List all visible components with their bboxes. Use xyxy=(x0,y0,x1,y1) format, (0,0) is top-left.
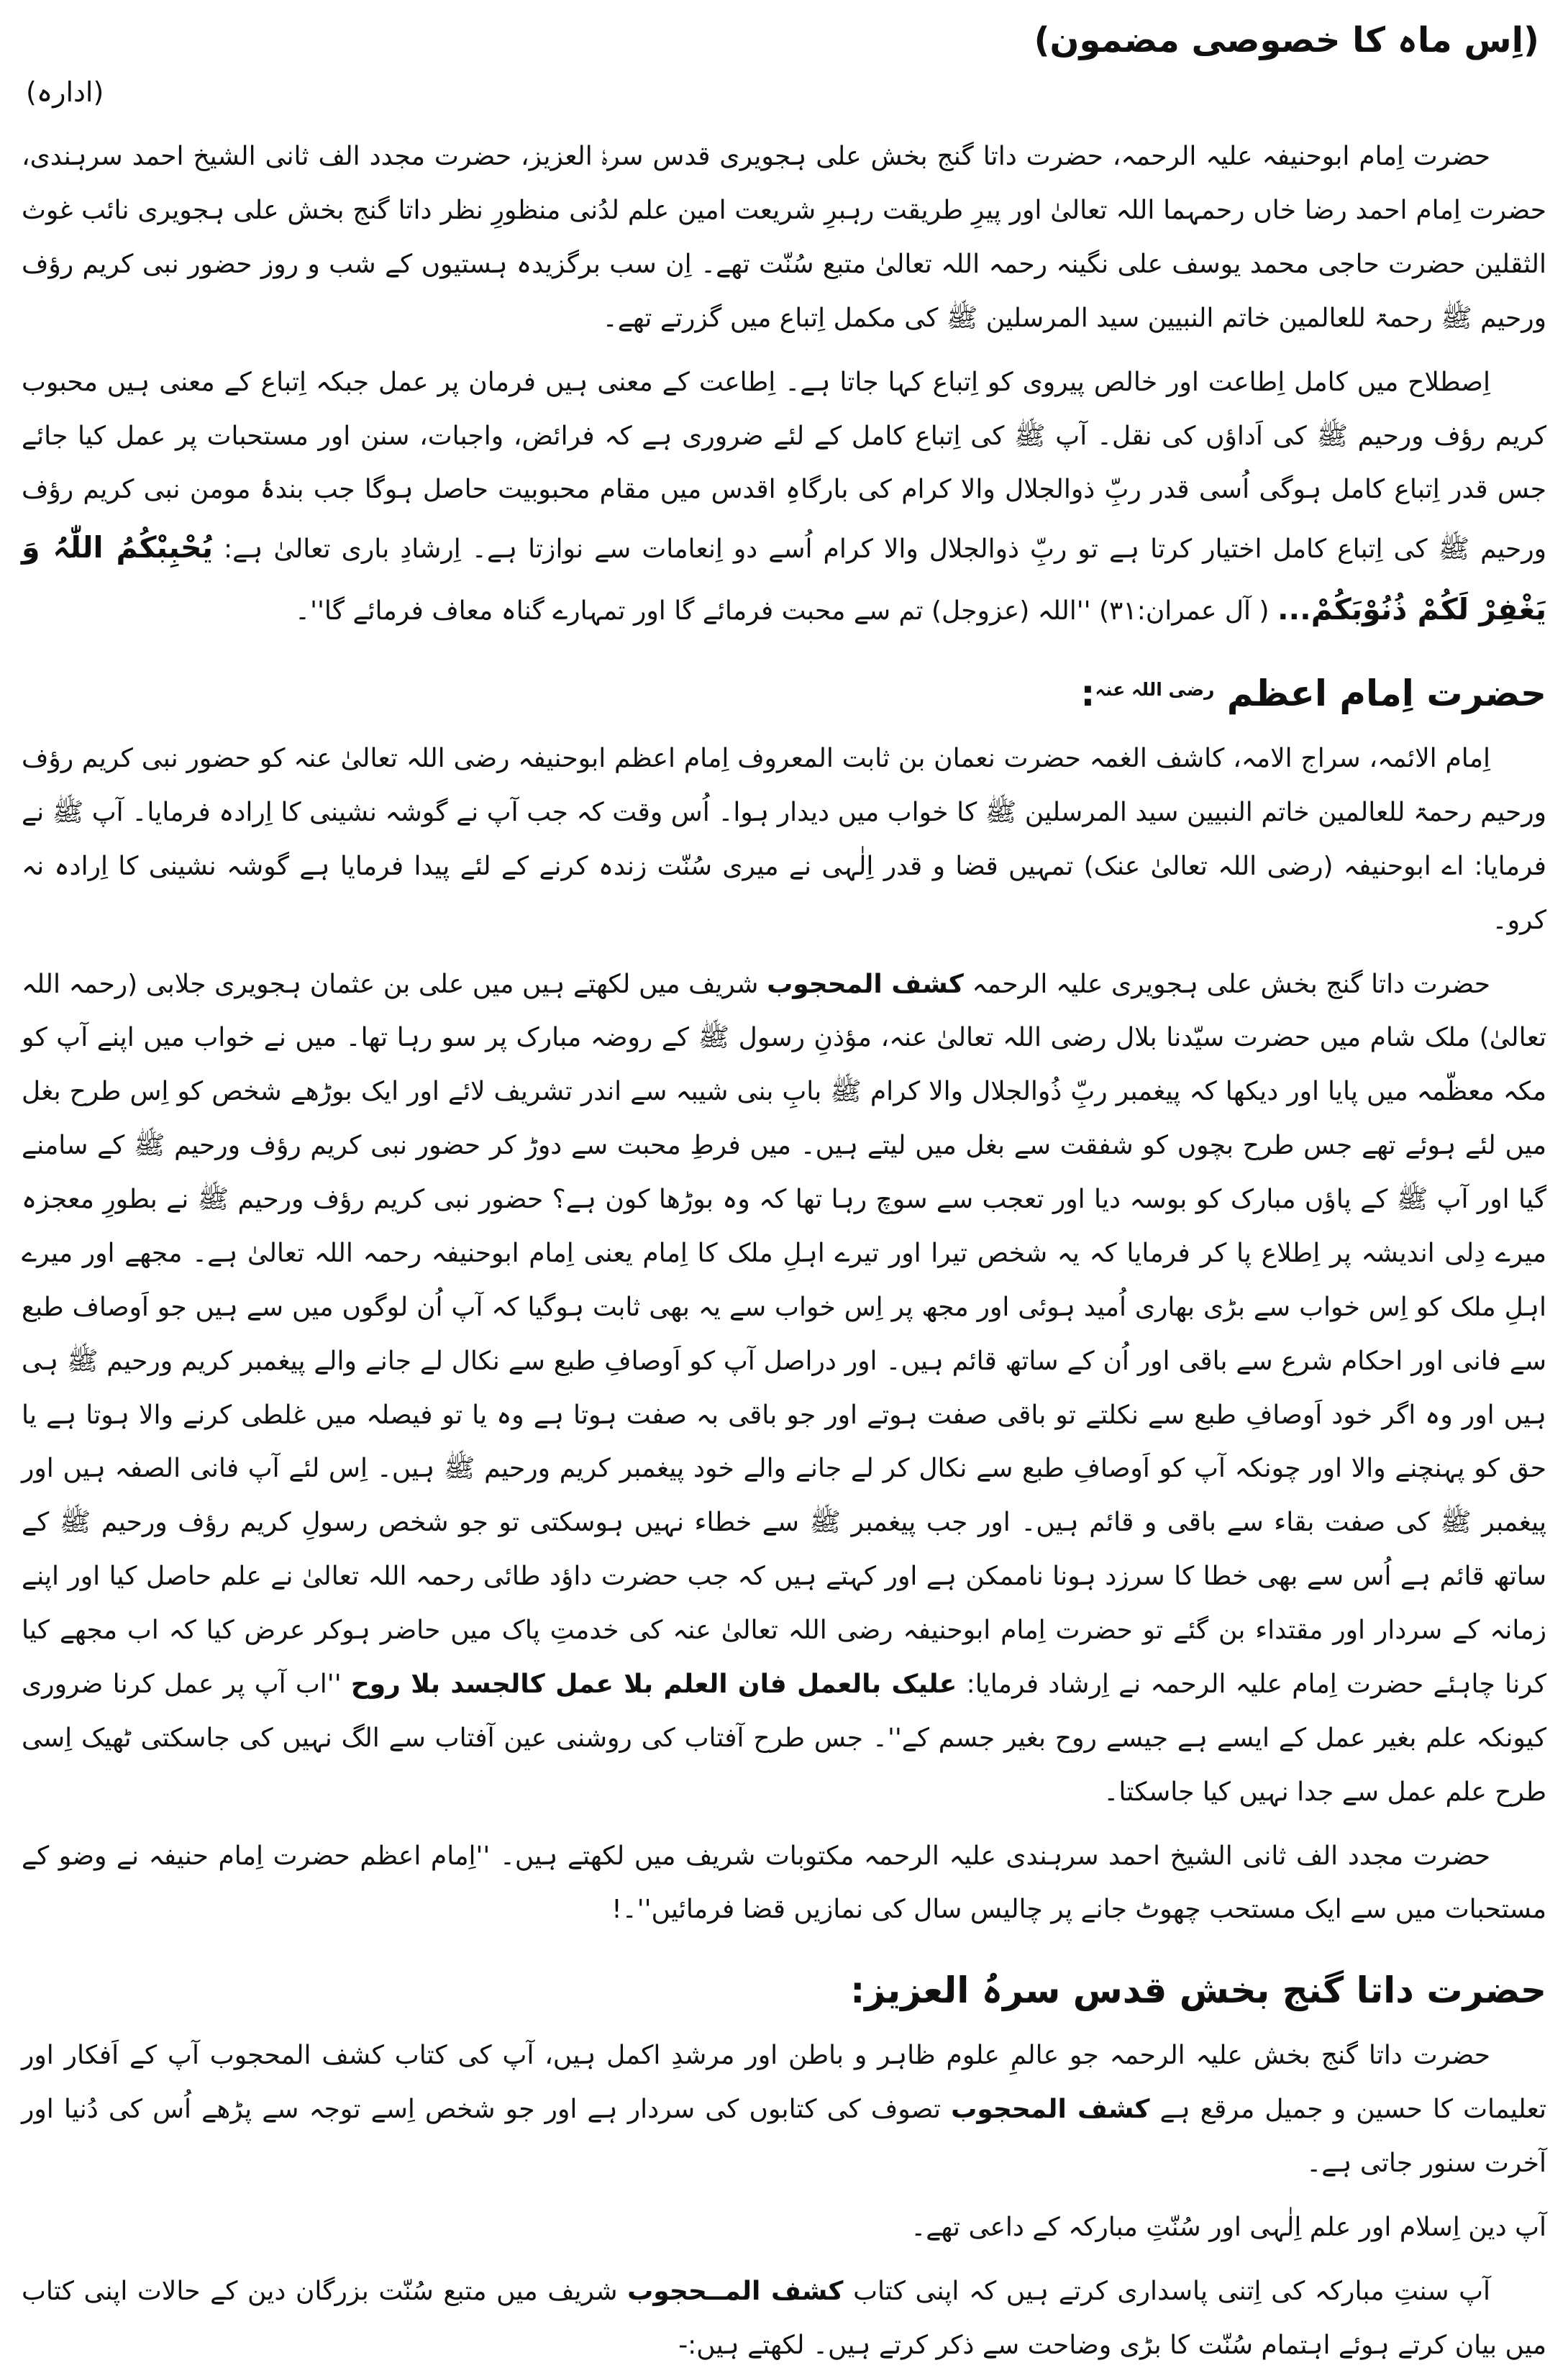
ittiba-text: اِصطلاح میں کامل اِطاعت اور خالص پیروی کو اِتباع کہا جاتا ہے۔ اِطاعت کے معنی ہیں فرمان پر عمل جبکہ اِتباع کے معنی ہیں محبوب کریم رؤف ورحیم ﷺ کی اَداؤں کی نقل۔ آپ ﷺ کی اِتباع کامل کے لئے ضروری ہے کہ فرائض، واجبات، سنن اور مستحبات پر عمل کیا جائے جس قدر اِتباع کامل ہوگی اُسی قدر ربِّ ذوالجلال والا کرام کی بارگاہِ اقدس میں مقام محبوبیت حاصل ہوگا جب بندۂ مومن نبی کریم رؤف ورحیم ﷺ کی اِتباع کامل اختیار کرتا ہے تو ربِّ ذوالجلال والا کرام اُسے دو اِنعامات سے نوازتا ہے۔ اِرشادِ باری تعالیٰ ہے: xyxy=(22,367,1546,565)
editorial-byline: (ادارہ) xyxy=(26,76,104,108)
heading-imam-azam-colon: : xyxy=(1080,673,1095,715)
paragraph-data-ganj-bakhsh-book xyxy=(22,2029,1546,2191)
quran-verse-reference: ( آل عمران:۳۱) xyxy=(1090,596,1277,626)
sunnat-pasdari-opening: آپ سنتِ مبارکہ کی اِتنی پاسداری کرتے ہیں کہ اپنی کتاب xyxy=(843,2276,1490,2306)
kashf-narrative-body: شریف میں لکھتے ہیں میں علی بن عثمان ہجویری جلابی (رحمہ اللہ تعالیٰ) ملک شام میں حضرت سیّدنا بلال رضی اللہ تعالیٰ عنہ، مؤذنِ رسول ﷺ کے روضہ مبارک پر سو رہا تھا۔ میں نے خواب میں اپنے آپ کو مکہ معظّمہ میں پایا اور دیکھا کہ پیغمبر ربِّ ذُوالجلال والا کرام ﷺ بابِ بنی شیبہ سے اندر تشریف لائے اور ایک بوڑھے شخص کو اِس طرح بغل میں لئے ہوئے تھے جس طرح بچوں کو شفقت سے بغل میں لیتے ہیں۔ میں فرطِ محبت سے دوڑ کر حضور نبی کریم رؤف ورحیم ﷺ کے سامنے گیا اور آپ ﷺ کے پاؤں مبارک کو بوسہ دیا اور تعجب سے سوچ رہا تھا کہ وہ بوڑھا کون ہے؟ حضور نبی کریم رؤف ورحیم ﷺ نے بطورِ معجزہ میرے دِلی اندیشہ پر اِطلاع پا کر فرمایا کہ یہ شخص تیرا اور تیرے اہلِ ملک کا اِمام یعنی اِمام ابوحنیفہ رحمہ اللہ تعالیٰ ہے۔ مجھے اور میرے اہلِ ملک کو اِس خواب سے بڑی بھاری اُمید ہوئی اور مجھ پر اِس خواب سے یہ بھی ثابت ہوگیا کہ آپ اُن لوگوں میں سے ہیں جو اَوصاف طبع سے فانی اور احکام شرع سے باقی اور اُن کے ساتھ قائم ہیں۔ اور دراصل آپ کو اَوصافِ طبع سے نکال لے جانے والے پیغمبر کریم ورحیم ﷺ ہی ہیں اور وہ اگر خود اَوصافِ طبع سے نکلتے تو باقی صفت ہوتے اور جو باقی بہ صفت ہوتا ہے وہ یا تو فیصلہ میں غلطی کرنے والا ہوتا ہے یا حق کو پہنچنے والا اور چونکہ آپ کو اَوصافِ طبع سے نکال کر لے جانے والے خود پیغمبر کریم ورحیم ﷺ ہیں۔ اِس لئے آپ فانی الصفہ ہیں اور پیغمبر ﷺ کی صفت بقاء سے باقی و قائم ہیں۔ اور جب پیغمبر ﷺ سے خطاء نہیں ہوسکتی تو جو شخص رسولِ کریم رؤف ورحیم ﷺ کے ساتھ قائم ہے اُس سے بھی خطا کا سرزد ہونا ناممکن ہے اور کہتے ہیں کہ جب حضرت داؤد طائی رحمہ اللہ تعالیٰ نے علم حاصل کیا اور اپنے زمانہ کے سردار اور مقتداء بن گئے تو حضرت اِمام ابوحنیفہ رضی اللہ تعالیٰ عنہ کی خدمتِ پاک میں حاضر ہوکر عرض کیا کہ اب مجھے کیا کرنا چاہئے حضرت اِمام علیہ الرحمہ نے اِرشاد فرمایا: xyxy=(22,969,1547,1699)
section-heading-data-ganj-bakhsh: حضرت داتا گنج بخش قدس سرہُ العزیز: xyxy=(850,1969,1546,2012)
paragraph-ittiba-definition xyxy=(22,356,1546,640)
kashf-book-title: کشف المحجوب xyxy=(767,969,964,999)
kashf-book-title-3: کشف المــحجوب xyxy=(627,2276,844,2306)
special-article-label: (اِس ماہ کا خصوصی مضمون) xyxy=(1034,20,1539,60)
paragraph-intro-saints: حضرت اِمام ابوحنیفہ علیہ الرحمہ، حضرت داتا گنج بخش علی ہجویری قدس سرہٗ العزیز، حضرت مجدد الف ثانی الشیخ احمد سرہندی، حضرت اِمام احمد رضا خاں رحمہما اللہ تعالیٰ اور پیرِ طریقت رہبرِ شریعت امین علم لدُنی منظورِ نظر داتا گنج بخش علی ہجویری نائب غوث الثقلین حضرت حاجی محمد یوسف علی نگینہ رحمہ اللہ تعالیٰ متبع سُنّت تھے۔ اِن سب برگزیدہ ہستیوں کے شب و روز حضور نبی کریم رؤف ورحیم ﷺ رحمۃ للعالمین خاتم النبیین سید المرسلین ﷺ کی مکمل اِتباع میں گزرتے تھے۔ xyxy=(22,142,1546,333)
data-sahib-book-merit: تصوف کی کتابوں کی سردار ہے اور جو شخص اِسے توجہ سے پڑھے اُس کی دُنیا اور آخرت سنور جاتی ہے۔ xyxy=(22,2095,1546,2179)
paragraph-mujaddid-quote: حضرت مجدد الف ثانی الشیخ احمد سرہندی علیہ الرحمہ مکتوبات شریف میں لکھتے ہیں۔ ''اِمام اعظم حضرت اِمام حنیفہ نے وضو کے مستحبات میں سے ایک مستحب چھوٹ جانے پر چالیس سال کی نمازیں قضا فرمائیں''۔! xyxy=(22,1841,1546,1925)
paragraph-imam-azam-dream: اِمام الائمہ، سراج الامہ، کاشف الغمہ حضرت نعمان بن ثابت المعروف اِمام اعظم ابوحنیفہ رضی اللہ تعالیٰ عنہ کو حضور نبی کریم رؤف ورحیم رحمۃ للعالمین خاتم النبیین سید المرسلین ﷺ کا خواب میں دیدار ہوا۔ اُس وقت کہ جب آپ نے گوشہ نشینی کا اِرادہ فرمایا۔ آپ ﷺ نے فرمایا: اے ابوحنیفہ (رضی اللہ تعالیٰ عنک) تمہیں قضا و قدر اِلٰہی نے میری سُنّت زندہ کرنے کے لئے پیدا فرمایا ہے گوشہ نشینی کا اِرادہ نہ کرو۔ xyxy=(22,744,1546,935)
heading-imam-azam-honorific: رضی اللہ عنہ xyxy=(1095,679,1215,701)
data-sahib-intro: حضرت داتا گنج بخش علیہ الرحمہ جو عالمِ علوم ظاہر و باطن اور مرشدِ اکمل ہیں، آپ کی کتاب کشف المحجوب آپ کے اَفکار اور تعلیمات کا حسین و جمیل مرقع ہے xyxy=(22,2041,1546,2125)
verse-translation: ''اللہ (عزوجل) تم سے محبت فرمائے گا اور تمہارے گناہ معاف فرمائے گا''۔ xyxy=(295,596,1091,626)
kashf-narrative-opening: حضرت داتا گنج بخش علی ہجویری علیہ الرحمہ xyxy=(963,969,1490,999)
kashf-narrative-closing: ''اب آپ پر عمل کرنا ضروری کیونکہ علم بغیر عمل کے ایسے ہے جیسے روح بغیر جسم کے''۔ جس طرح آفتاب کی روشنی عین آفتاب سے الگ نہیں کی جاسکتی ٹھیک اِسی طرح علم عمل سے جدا نہیں کیا جاسکتا۔ xyxy=(22,1669,1546,1807)
sunnat-pasdari-closing: شریف میں متبع سُنّت بزرگان دین کے حالات اپنی کتاب میں بیان کرتے ہوئے اہتمام سُنّت کا بڑی وضاحت سے ذکر کرتے ہیں۔ لکھتے ہیں:- xyxy=(22,2276,1546,2360)
arabic-saying: علیک بالعمل فان العلم بلا عمل کالجسد بلا روح xyxy=(350,1669,957,1699)
paragraph-daee-line: آپ دین اِسلام اور علم اِلٰہی اور سُنّتِ مبارکہ کے داعی تھے۔ xyxy=(911,2212,1546,2242)
paragraph-sunnat-pasdari xyxy=(22,2265,1546,2373)
section-heading-imam-azam xyxy=(22,665,1546,722)
paragraph-kashf-narrative xyxy=(22,958,1546,1820)
quran-verse: یُحْبِبْکُمُ اللّٰہُ وَ یَغْفِرْ لَکُمْ ذُنُوْبَکُمْ... xyxy=(22,530,1546,627)
kashf-book-title-2: کشف المحجوب xyxy=(951,2095,1150,2125)
heading-imam-azam-text: حضرت اِمام اعظم xyxy=(1226,673,1546,715)
